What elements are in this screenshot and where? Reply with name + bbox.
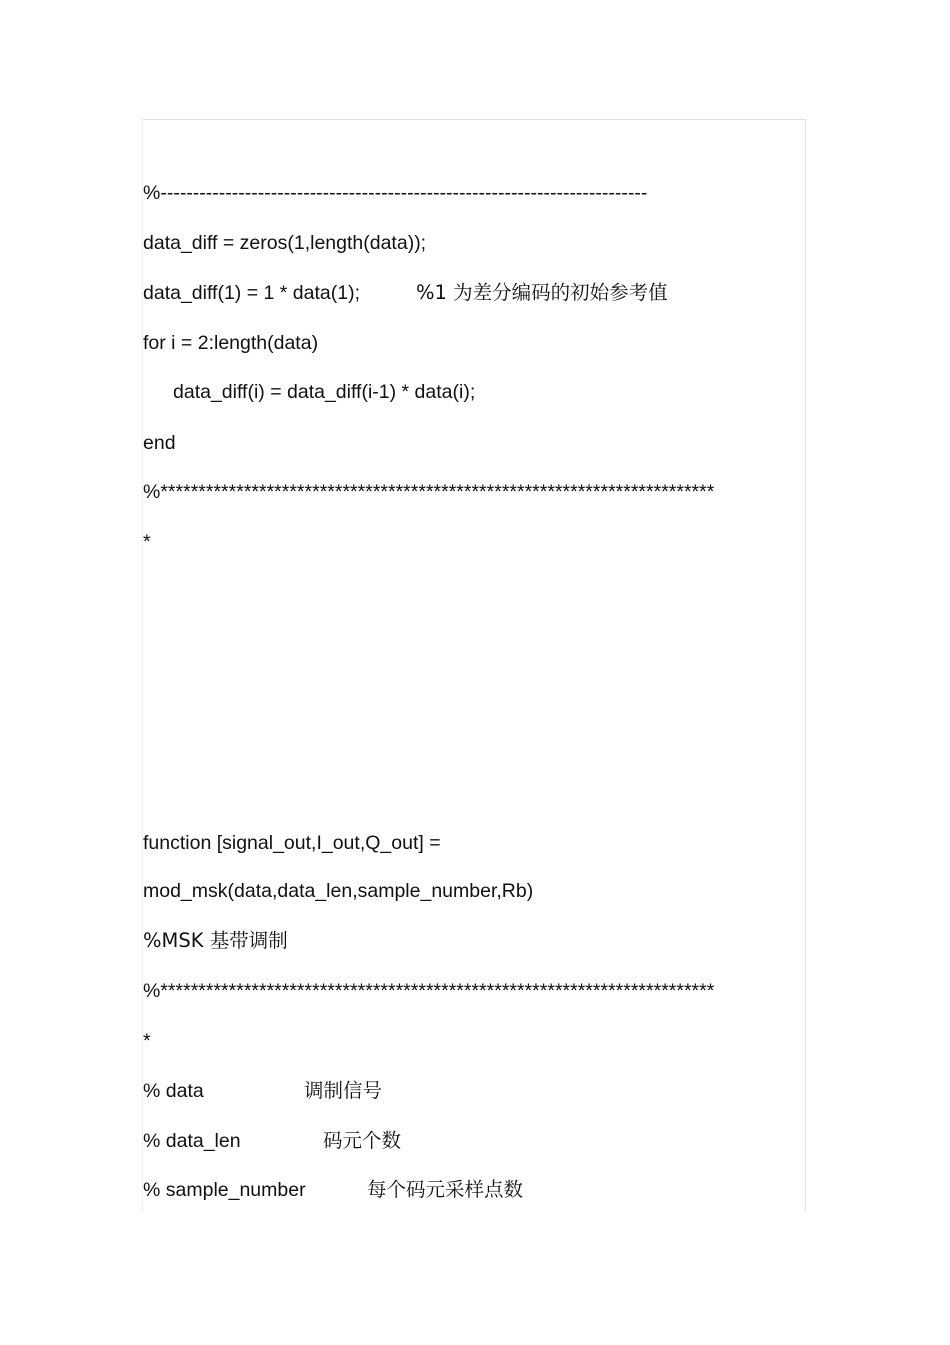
param-data-desc: 调制信号 bbox=[304, 1079, 383, 1102]
code-line-function-name: mod_msk(data,data_len,sample_number,Rb) bbox=[143, 880, 534, 902]
code-comment-init: %1 为差分编码的初始参考值 bbox=[416, 281, 668, 304]
separator-star-wrap-2: * bbox=[143, 1030, 151, 1052]
code-line-end: end bbox=[143, 432, 176, 454]
separator-star-line: %************************************************************************* bbox=[143, 481, 715, 503]
code-comment-msk: %MSK 基带调制 bbox=[143, 929, 288, 952]
code-line-for: for i = 2:length(data) bbox=[143, 332, 319, 354]
param-data-name: % data bbox=[143, 1080, 204, 1102]
separator-dash-line: %--------------------------------------------------------------------------- bbox=[143, 182, 648, 204]
param-len-name: % data_len bbox=[143, 1130, 241, 1152]
separator-star-line-2: %************************************************************************* bbox=[143, 980, 715, 1002]
param-sample-desc: 每个码元采样点数 bbox=[367, 1178, 524, 1201]
separator-star-wrap: * bbox=[143, 531, 151, 553]
param-sample-name: % sample_number bbox=[143, 1179, 306, 1201]
code-line-zeros: data_diff = zeros(1,length(data)); bbox=[143, 232, 427, 254]
code-line-init: data_diff(1) = 1 * data(1); bbox=[143, 282, 360, 304]
code-line-loop-body: data_diff(i) = data_diff(i-1) * data(i); bbox=[173, 381, 476, 403]
code-line-function-signature: function [signal_out,I_out,Q_out] = bbox=[143, 832, 441, 854]
param-len-desc: 码元个数 bbox=[323, 1129, 402, 1152]
